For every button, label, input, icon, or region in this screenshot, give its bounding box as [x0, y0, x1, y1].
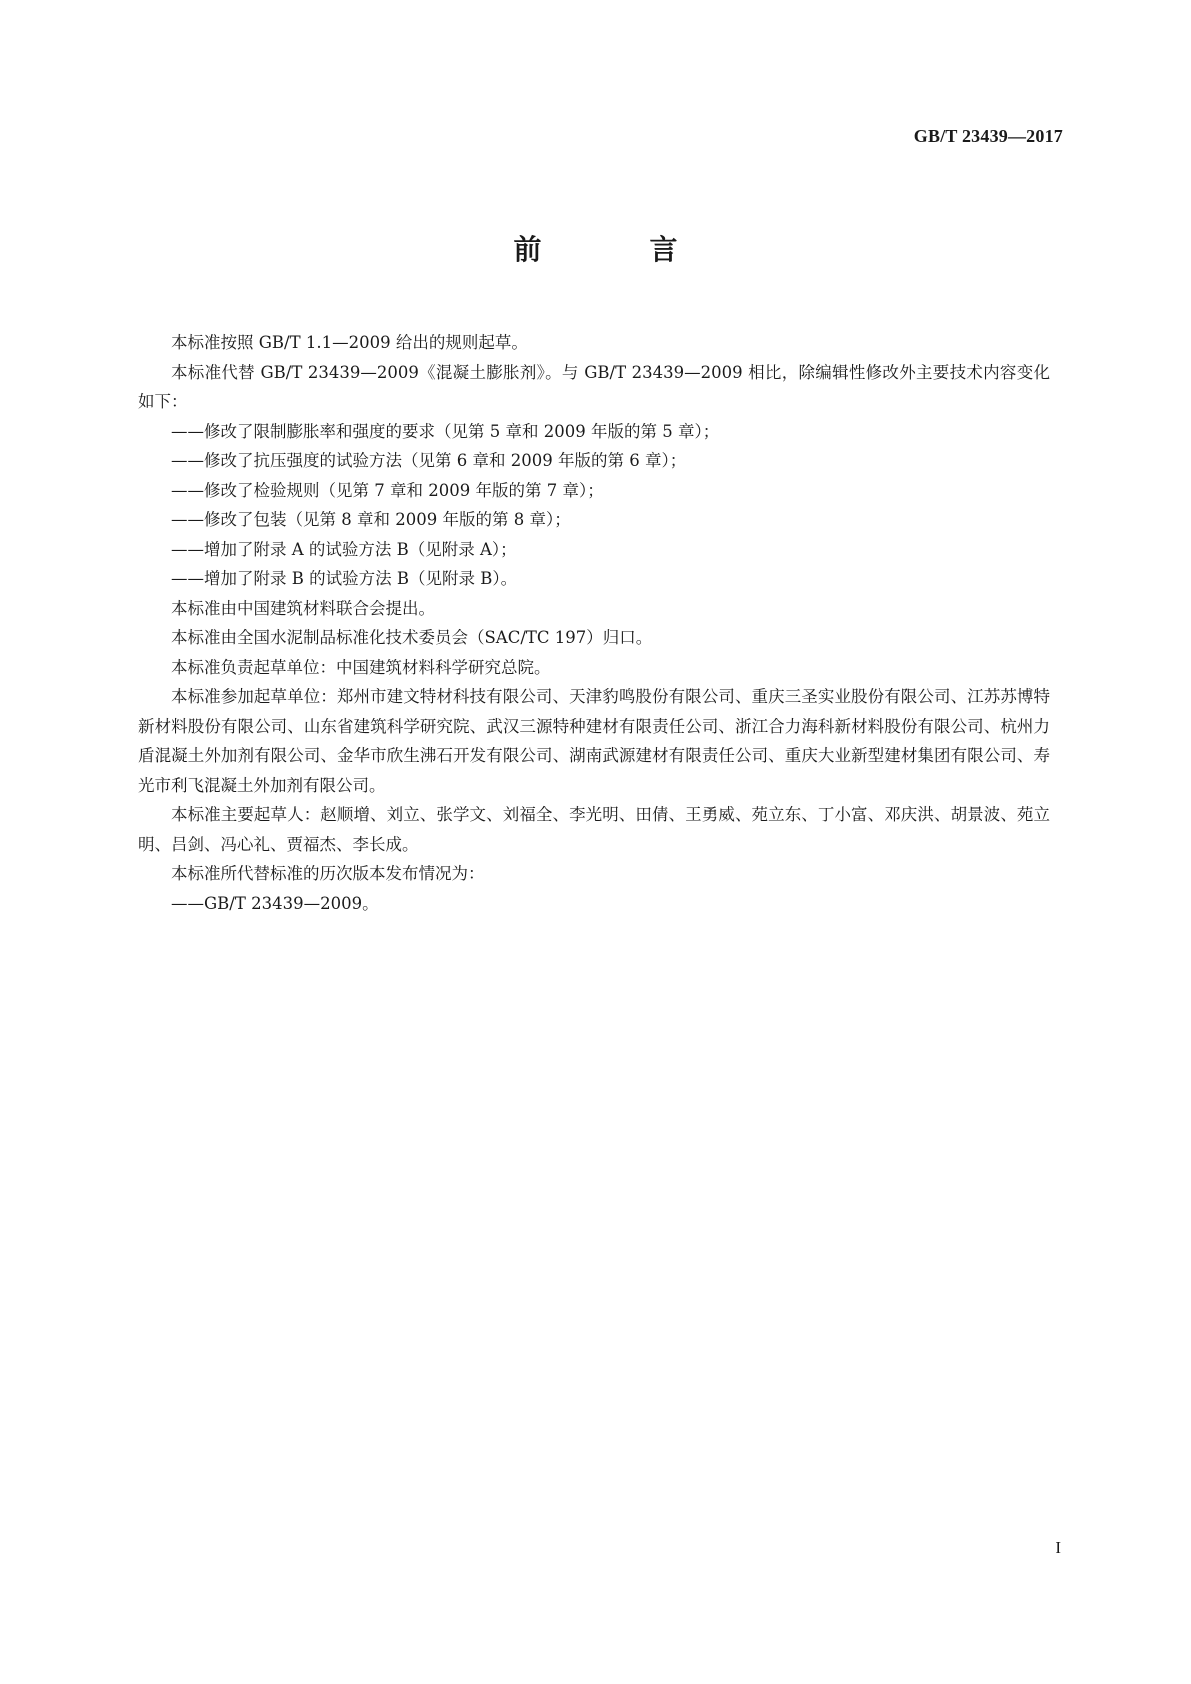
paragraph-history-intro: 本标准所代替标准的历次版本发布情况为：	[171, 864, 485, 883]
change-item: ——增加了附录 B 的试验方法 B（见附录 B）。	[171, 569, 518, 588]
standard-code: GB/T 23439—2017	[913, 126, 1063, 146]
change-item: ——修改了抗压强度的试验方法（见第 6 章和 2009 年版的第 6 章）；	[171, 451, 687, 470]
paragraph-drafting-rules: 本标准按照 GB/T 1.1—2009 给出的规则起草。	[171, 333, 528, 352]
history-item: ——GB/T 23439—2009。	[171, 893, 379, 913]
page-title: 前 言	[513, 233, 718, 266]
page-number: I	[1055, 1538, 1061, 1557]
change-item: ——修改了检验规则（见第 7 章和 2009 年版的第 7 章）；	[171, 480, 604, 500]
paragraph-main-drafters: 本标准主要起草人：赵顺增、刘立、张学文、刘福全、李光明、田倩、王勇威、苑立东、丁小富、邓庆洪、胡景波、苑立明、吕剑、冯心礼、贾福杰、李长成。	[138, 805, 1050, 854]
change-item: ——增加了附录 A 的试验方法 B（见附录 A）；	[171, 539, 517, 559]
change-item: ——修改了限制膨胀率和强度的要求（见第 5 章和 2009 年版的第 5 章）；	[171, 421, 720, 441]
paragraph-administrator: 本标准由全国水泥制品标准化技术委员会（SAC/TC 197）归口。	[171, 628, 653, 647]
foreword-body	[138, 328, 1050, 918]
paragraph-responsible-drafter: 本标准负责起草单位：中国建筑材料科学研究总院。	[171, 657, 551, 677]
paragraph-proposer: 本标准由中国建筑材料联合会提出。	[171, 598, 435, 618]
paragraph-replacement: 本标准代替 GB/T 23439—2009《混凝土膨胀剂》。与 GB/T 23439—2009 相比，除编辑性修改外主要技术内容变化如下：	[138, 362, 1050, 411]
change-item: ——修改了包装（见第 8 章和 2009 年版的第 8 章）；	[171, 510, 571, 529]
paragraph-participating-drafters: 本标准参加起草单位：郑州市建文特材科技有限公司、天津豹鸣股份有限公司、重庆三圣实业股份有限公司、江苏苏博特新材料股份有限公司、山东省建筑科学研究院、武汉三源特种建材有限责任公司、浙江合力海科新材料股份有限公司、杭州力盾混凝土外加剂有限公司、金华市欣生沸石开发有限公司、湖南武源建材有限责任公司、重庆大业新型建材集团有限公司、寿光市利飞混凝土外加剂有限公司。	[138, 687, 1050, 795]
